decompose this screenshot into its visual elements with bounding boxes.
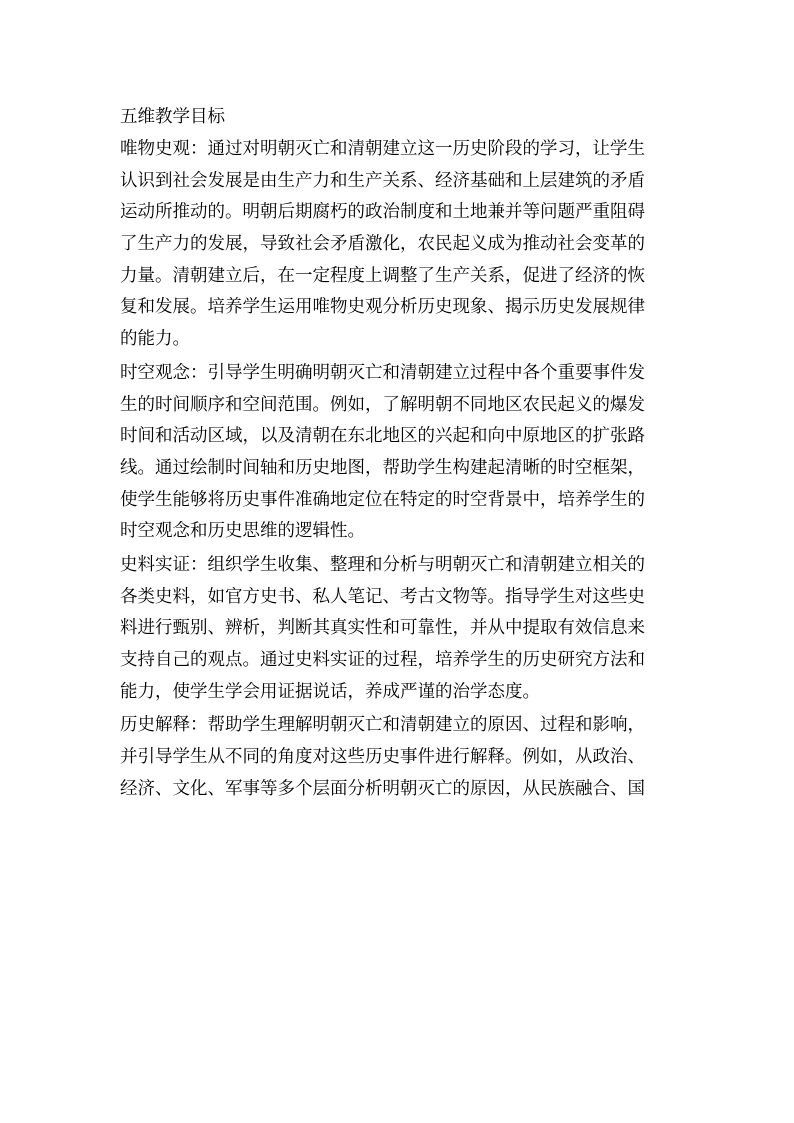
text-line: 史料实证：组织学生收集、整理和分析与明朝灭亡和清朝建立相关的 [120, 554, 645, 575]
document-title: 五维教学目标 [120, 107, 225, 127]
text-line: 能力，使学生学会用证据说话，养成严谨的治学态度。 [120, 681, 540, 702]
paragraph-historical-interpretation [120, 710, 680, 805]
text-line: 并引导学生从不同的角度对这些历史事件进行解释。例如，从政治、 [120, 747, 645, 768]
text-line: 使学生能够将历史事件准确地定位在特定的时空背景中，培养学生的 [120, 489, 645, 510]
text-line: 线。通过绘制时间轴和历史地图，帮助学生构建起清晰的时空框架， [120, 457, 645, 478]
text-line: 认识到社会发展是由生产力和生产关系、经济基础和上层建筑的矛盾 [120, 170, 645, 191]
text-line: 历史解释：帮助学生理解明朝灭亡和清朝建立的原因、过程和影响， [120, 715, 645, 736]
paragraph-historical-evidence [120, 550, 680, 708]
text-line: 各类史料，如官方史书、私人笔记、考古文物等。指导学生对这些史 [120, 586, 645, 607]
text-line: 运动所推动的。明朝后期腐朽的政治制度和土地兼并等问题严重阻碍 [120, 202, 645, 223]
text-line: 支持自己的观点。通过史料实证的过程，培养学生的历史研究方法和 [120, 650, 645, 670]
document-page [120, 102, 680, 807]
paragraph-historical-materialism [120, 134, 680, 356]
text-line: 时空观念：引导学生明确明朝灭亡和清朝建立过程中各个重要事件发 [120, 362, 645, 383]
text-line: 了生产力的发展，导致社会矛盾激化，农民起义成为推动社会变革的 [120, 234, 645, 255]
text-line: 生的时间顺序和空间范围。例如，了解明朝不同地区农民起义的爆发 [120, 394, 645, 415]
text-line: 经济、文化、军事等多个层面分析明朝灭亡的原因，从民族融合、国 [120, 778, 645, 799]
paragraph-spatiotemporal-concept [120, 358, 680, 548]
text-line: 料进行甄别、辨析，判断其真实性和可靠性，并从中提取有效信息来 [120, 618, 645, 639]
text-line: 时空观念和历史思维的逻辑性。 [120, 521, 365, 542]
text-line: 的能力。 [120, 329, 190, 350]
text-line: 力量。清朝建立后，在一定程度上调整了生产关系，促进了经济的恢 [120, 265, 645, 286]
text-line: 时间和活动区域，以及清朝在东北地区的兴起和向中原地区的扩张路 [120, 426, 645, 447]
text-line: 复和发展。培养学生运用唯物史观分析历史现象、揭示历史发展规律 [120, 297, 645, 318]
text-line: 唯物史观：通过对明朝灭亡和清朝建立这一历史阶段的学习，让学生 [120, 139, 645, 159]
